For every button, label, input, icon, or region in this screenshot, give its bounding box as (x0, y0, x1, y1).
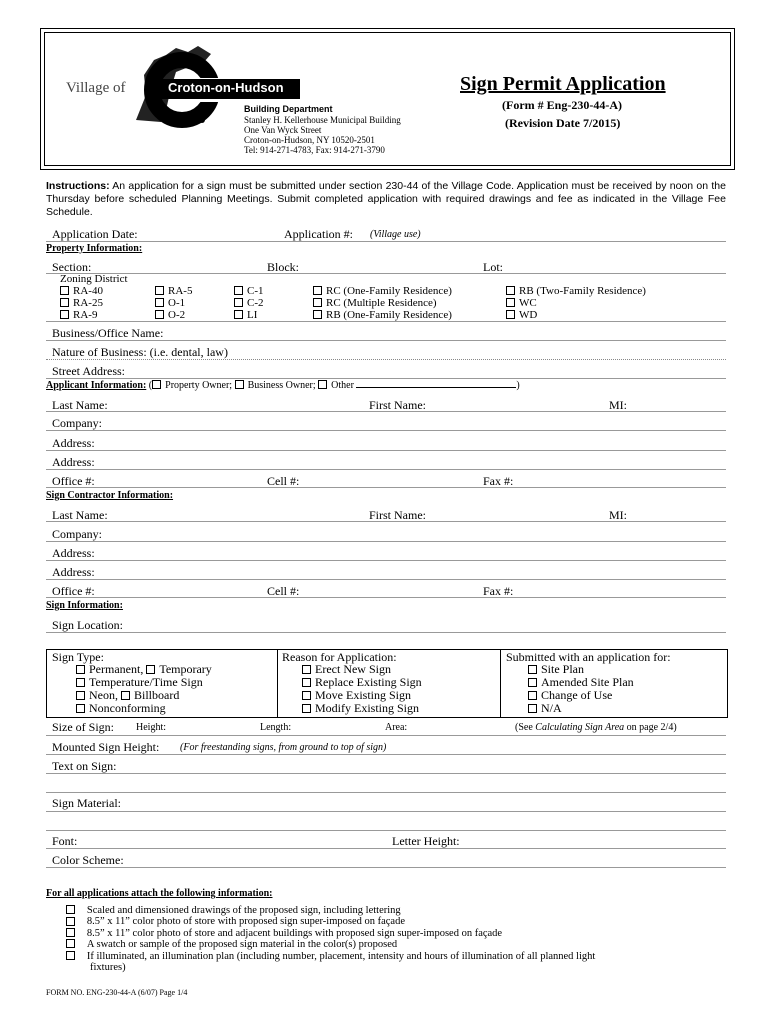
instructions-label: Instructions: (46, 180, 110, 192)
building-dept: Building Department (244, 104, 333, 114)
zone-o1[interactable]: O-1 (155, 297, 185, 309)
applicant-address-label: Address: (52, 436, 95, 450)
instructions (46, 180, 726, 219)
sign-type-nonconforming[interactable]: Nonconforming (76, 701, 166, 716)
page-title: Sign Permit Application (460, 73, 666, 95)
applicant-name-field[interactable] (46, 411, 726, 412)
other-checkbox[interactable] (318, 380, 327, 389)
see-area-note: (See Calculating Sign Area on page 2/4) (515, 722, 677, 733)
contractor-address-field[interactable] (46, 560, 726, 561)
applicant-office-label: Office #: (52, 474, 95, 488)
sign-material-label: Sign Material: (52, 796, 121, 810)
address-line-3: Croton-on-Hudson, NY 10520-2501 (244, 135, 375, 145)
sign-info-heading: Sign Information: (46, 600, 123, 611)
contractor-company-field[interactable] (46, 541, 726, 542)
zone-o2[interactable]: O-2 (155, 309, 185, 321)
submitted-amended[interactable]: Amended Site Plan (528, 675, 634, 690)
sign-type-temp-time[interactable]: Temperature/Time Sign (76, 675, 203, 690)
zoning-line (46, 321, 726, 322)
area-label: Area: (385, 722, 408, 733)
height-label: Height: (136, 722, 166, 733)
attach-item[interactable]: 8.5” x 11” color photo of store with proposed sign super-imposed on façade (66, 916, 716, 927)
text-on-sign-field-2[interactable] (46, 792, 726, 793)
zoning-district-label: Zoning District (60, 273, 128, 285)
submitted-label: Submitted with an application for: (506, 650, 671, 664)
font-label: Font: (52, 834, 78, 848)
business-name-field[interactable] (46, 340, 726, 341)
contractor-last-name-label: Last Name: (52, 508, 108, 522)
applicant-first-name-label: First Name: (369, 398, 426, 412)
village-use-note: (Village use) (370, 229, 421, 240)
application-date-label: Application Date: (52, 227, 138, 241)
attach-heading: For all applications attach the following information: (46, 888, 273, 899)
color-scheme-label: Color Scheme: (52, 853, 124, 867)
attach-item[interactable]: 8.5” x 11” color photo of store and adjacent buildings with proposed sign super-imposed on façade (66, 928, 716, 939)
text-on-sign-field[interactable] (46, 773, 726, 774)
contractor-mi-label: MI: (609, 508, 627, 522)
contractor-address-label: Address: (52, 546, 95, 560)
instructions-text: An application for a sign must be submitted under section 230-44 of the Village Code. Application must be received by noon on the Thursday before scheduled Planning Meetings. Submit completed application with required drawings and fee as indicated in the Village Fee Schedule. (46, 180, 726, 218)
applicant-mi-label: MI: (609, 398, 627, 412)
sign-type-label: Sign Type: (52, 650, 104, 664)
phone-line: Tel: 914-271-4783, Fax: 914-271-3790 (244, 145, 385, 155)
address-line-1: Stanley H. Kellerhouse Municipal Building (244, 115, 401, 125)
mounted-height-note: (For freestanding signs, from ground to top of sign) (180, 742, 387, 753)
contractor-company-label: Company: (52, 527, 102, 541)
attach-item[interactable]: If illuminated, an illumination plan (including number, placement, intensity and hours of illumination of all planned light (66, 951, 716, 962)
contractor-fax-label: Fax #: (483, 584, 514, 598)
reason-erect[interactable]: Erect New Sign (302, 662, 391, 677)
zoning-grid (60, 285, 700, 321)
application-line (46, 241, 726, 242)
reason-modify[interactable]: Modify Existing Sign (302, 701, 419, 716)
zone-rc-multi[interactable]: RC (Multiple Residence) (313, 297, 437, 309)
sign-location-label: Sign Location: (52, 618, 123, 632)
temporary-checkbox[interactable] (146, 665, 155, 674)
zone-ra25[interactable]: RA-25 (60, 297, 103, 309)
attach-item-cont: fixtures) (90, 962, 126, 974)
zone-ra5[interactable]: RA-5 (155, 285, 192, 297)
section-label: Section: (52, 260, 92, 274)
address-line-2: One Van Wyck Street (244, 125, 322, 135)
nature-of-business-field[interactable] (46, 359, 726, 360)
zone-wc[interactable]: WC (506, 297, 537, 309)
font-field[interactable] (46, 848, 726, 849)
attach-item[interactable]: Scaled and dimensioned drawings of the proposed sign, including lettering (66, 905, 716, 916)
text-on-sign-label: Text on Sign: (52, 759, 117, 773)
zone-rb-two[interactable]: RB (Two-Family Residence) (506, 285, 646, 297)
property-heading: Property Information: (46, 243, 143, 254)
zone-li[interactable]: LI (234, 309, 257, 321)
zone-ra40[interactable]: RA-40 (60, 285, 103, 297)
reason-move[interactable]: Move Existing Sign (302, 688, 411, 703)
contractor-phone-field[interactable] (46, 597, 726, 598)
zone-rb-one[interactable]: RB (One-Family Residence) (313, 309, 452, 321)
applicant-cell-label: Cell #: (267, 474, 300, 488)
billboard-checkbox[interactable] (121, 691, 130, 700)
sign-material-field-2[interactable] (46, 830, 726, 831)
zone-c1[interactable]: C-1 (234, 285, 264, 297)
submitted-site-plan[interactable]: Site Plan (528, 662, 584, 677)
nature-of-business-label: Nature of Business: (i.e. dental, law) (52, 345, 228, 359)
attach-list (66, 905, 716, 973)
size-of-sign-label: Size of Sign: (52, 720, 114, 734)
color-scheme-field[interactable] (46, 867, 726, 868)
contractor-cell-label: Cell #: (267, 584, 300, 598)
length-label: Length: (260, 722, 292, 733)
sign-type-neon[interactable]: Neon, Billboard (76, 688, 179, 703)
section-line (46, 273, 726, 274)
village-of-label: Village of (66, 80, 126, 96)
submitted-na[interactable]: N/A (528, 701, 562, 716)
village-name: Croton-on-Hudson (168, 80, 284, 95)
lot-label: Lot: (483, 260, 503, 274)
other-field[interactable] (356, 387, 516, 388)
contractor-name-field[interactable] (46, 521, 726, 522)
applicant-heading-row: Applicant Information: ( Property Owner; Business Owner; Other ) (46, 380, 520, 391)
block-label: Block: (267, 260, 299, 274)
contractor-address2-field[interactable] (46, 579, 726, 580)
zone-c2[interactable]: C-2 (234, 297, 264, 309)
applicant-company-field[interactable] (46, 430, 726, 431)
applicant-address2-field[interactable] (46, 469, 726, 470)
sign-location-field[interactable] (46, 632, 726, 633)
form-number: (Form # Eng-230-44-A) (502, 98, 622, 112)
contractor-heading: Sign Contractor Information: (46, 490, 174, 501)
applicant-address-field[interactable] (46, 450, 726, 451)
zone-wd[interactable]: WD (506, 309, 537, 321)
street-address-field[interactable] (46, 378, 726, 379)
mounted-height-label: Mounted Sign Height: (52, 740, 160, 754)
contractor-office-label: Office #: (52, 584, 95, 598)
applicant-address2-label: Address: (52, 455, 95, 469)
street-address-label: Street Address: (52, 364, 125, 378)
application-number-label: Application #: (284, 227, 353, 241)
size-field[interactable] (46, 735, 726, 736)
property-owner-checkbox[interactable] (152, 380, 161, 389)
sign-type-permanent[interactable]: Permanent, Temporary (76, 662, 212, 677)
letter-height-label: Letter Height: (392, 834, 460, 848)
applicant-fax-label: Fax #: (483, 474, 514, 488)
mounted-height-field[interactable] (46, 754, 726, 755)
applicant-last-name-label: Last Name: (52, 398, 108, 412)
applicant-company-label: Company: (52, 416, 102, 430)
submitted-change-use[interactable]: Change of Use (528, 688, 612, 703)
zone-ra9[interactable]: RA-9 (60, 309, 97, 321)
revision-date: (Revision Date 7/2015) (505, 116, 621, 130)
business-owner-checkbox[interactable] (235, 380, 244, 389)
applicant-phone-field[interactable] (46, 487, 726, 488)
reason-label: Reason for Application: (282, 650, 397, 664)
attach-item[interactable]: A swatch or sample of the proposed sign material in the color(s) proposed (66, 939, 716, 950)
contractor-address2-label: Address: (52, 565, 95, 579)
contractor-first-name-label: First Name: (369, 508, 426, 522)
applicant-heading: Applicant Information: (46, 380, 147, 391)
zone-rc-one[interactable]: RC (One-Family Residence) (313, 285, 452, 297)
footer-form-no: FORM NO. ENG-230-44-A (6/07) Page 1/4 (46, 988, 188, 997)
business-name-label: Business/Office Name: (52, 326, 164, 340)
reason-replace[interactable]: Replace Existing Sign (302, 675, 422, 690)
sign-material-field[interactable] (46, 811, 726, 812)
